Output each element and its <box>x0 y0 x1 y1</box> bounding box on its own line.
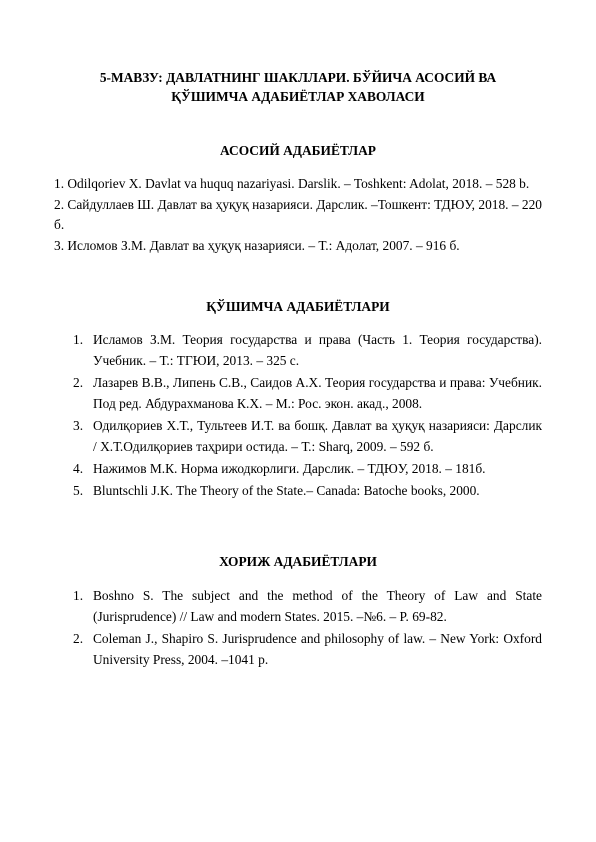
list-item <box>73 329 542 371</box>
item-text: Boshno S. The subject and the method of the Theory of Law and State (Jurisprudence) // Law and modern States. 2015. –№6. – P. 69-82. <box>93 588 542 624</box>
title-line-2: ҚЎШИМЧА АДАБИЁТЛАР ХАВОЛАСИ <box>171 89 425 104</box>
list-item <box>73 372 542 414</box>
list-item: 2. Сайдуллаев Ш. Давлат ва ҳуқуқ назарияси. Дарслик. –Тошкент: ТДЮУ, 2018. – 220 б. <box>54 196 542 232</box>
list-item <box>73 458 542 479</box>
list-item: 1. Odilqoriev X. Davlat va huquq nazariyasi. Darslik. – Toshkent: Adolat, 2018. – 528 b. <box>54 176 530 191</box>
list-item <box>73 415 542 457</box>
item-number: 2. <box>73 631 84 646</box>
item-number: 1. <box>73 588 84 603</box>
list-item <box>73 480 542 501</box>
item-text: Лазарев В.В., Липень С.В., Саидов А.Х. Теория государства и права: Учебник. Под ред. Абдурахманова К.Х. – М.: Рос. экон. акад., 2008. <box>93 375 542 411</box>
item-number: 2. <box>73 375 84 390</box>
additional-literature-heading: ҚЎШИМЧА АДАБИЁТЛАРИ <box>206 299 390 314</box>
foreign-literature-heading: ХОРИЖ АДАБИЁТЛАРИ <box>219 554 377 569</box>
list-item <box>73 628 542 670</box>
item-text: Исламов З.М. Теория государства и права (Часть 1. Теория государства). Учебник. – Т.: ТГЮИ, 2013. – 325 с. <box>93 332 542 368</box>
item-text: Coleman J., Shapiro S. Jurisprudence and philosophy of law. – New York: Oxford University Press, 2004. –1041 p. <box>93 631 542 667</box>
item-text: Одилқориев Х.Т., Тультеев И.Т. ва бошқ. Давлат ва ҳуқуқ назарияси: Дарслик / Х.Т.Одилқориев таҳрири остида. – Т.: Sharq, 2009. – 592 б. <box>93 418 542 454</box>
document-title <box>54 68 542 106</box>
item-number: 4. <box>73 461 84 476</box>
list-item <box>73 585 542 627</box>
title-line-1: 5-МАВЗУ: ДАВЛАТНИНГ ШАКЛЛАРИ. БЎЙИЧА АСОСИЙ ВА <box>99 70 497 85</box>
additional-literature-list <box>73 329 542 501</box>
item-number: 1. <box>73 332 84 347</box>
main-literature-list <box>54 174 542 256</box>
item-number: 5. <box>73 483 84 498</box>
list-item: 3. Исломов З.М. Давлат ва ҳуқуқ назарияси. – Т.: Адолат, 2007. – 916 б. <box>54 237 460 253</box>
foreign-literature-list <box>73 585 542 670</box>
item-text: Bluntschli J.K. The Theory of the State.– Canada: Batoche books, 2000. <box>93 483 480 498</box>
item-number: 3. <box>73 418 84 433</box>
item-text: Нажимов М.К. Норма ижодкорлиги. Дарслик. – ТДЮУ, 2018. – 181б. <box>93 461 486 476</box>
main-literature-heading: АСОСИЙ АДАБИЁТЛАР <box>220 143 376 158</box>
